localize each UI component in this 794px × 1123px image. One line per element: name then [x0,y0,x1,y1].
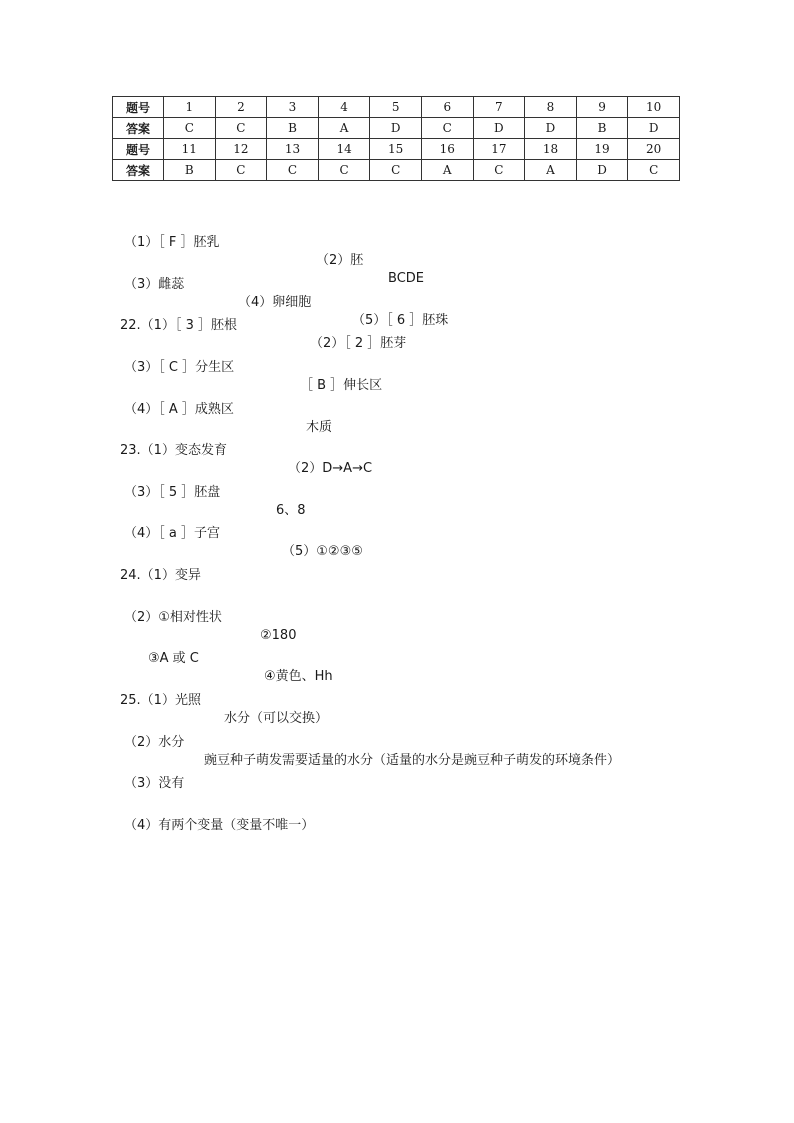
table-cell: D [473,118,525,139]
table-cell: C [628,160,680,181]
q21-part-1: （1）［ F ］胚乳 [124,235,220,250]
table-row [113,97,680,118]
q24-part-2b: ②180 [260,628,297,643]
row-label: 题号 [113,139,164,160]
table-cell: C [215,160,267,181]
table-cell: 11 [164,139,216,160]
q22-part-3: （3）［ C ］分生区 [124,360,235,375]
table-cell: 17 [473,139,525,160]
q25-line-3 [124,757,185,793]
row-label: 答案 [113,118,164,139]
table-cell: C [267,160,319,181]
table-cell: C [318,160,370,181]
q24-part-2a: （2）①相对性状 [124,610,222,625]
table-cell: 6 [421,97,473,118]
q23-part-2: （2）D→A→C [288,461,373,476]
q21-part-5: （5）［ 6 ］胚珠 [352,313,449,328]
table-cell: C [421,118,473,139]
q21-part-2-answer: BCDE [388,271,424,286]
table-cell: 5 [370,97,422,118]
table-cell: D [576,160,628,181]
q23-part-5: （5）①②③⑤ [282,544,363,559]
q22-part-4: （4）［ A ］成熟区 [124,402,234,417]
table-cell: C [473,160,525,181]
table-row [113,118,680,139]
table-row [113,160,680,181]
table-cell: B [164,160,216,181]
q21-part-3: （3）雌蕊 [124,277,185,292]
q25-part-1b: 水分（可以交换） [224,711,329,726]
table-cell: 8 [525,97,577,118]
q25-part-2b: 豌豆种子萌发需要适量的水分（适量的水分是豌豆种子萌发的环境条件） [204,753,621,768]
table-cell: 7 [473,97,525,118]
table-cell: D [370,118,422,139]
table-cell: C [215,118,267,139]
q24-part-2d: ④黄色、Hh [264,669,333,684]
q24-part-2c: ③A 或 C [148,651,199,666]
table-cell: 10 [628,97,680,118]
table-cell: 20 [628,139,680,160]
table-cell: 4 [318,97,370,118]
table-cell: D [525,118,577,139]
q25-part-1a: 25.（1）光照 [120,693,201,708]
table-cell: 2 [215,97,267,118]
table-cell: A [525,160,577,181]
q22-part-2: （2）［ 2 ］胚芽 [310,336,407,351]
table-cell: 13 [267,139,319,160]
table-cell: A [421,160,473,181]
q25-part-2a: （2）水分 [124,735,185,750]
table-cell: A [318,118,370,139]
table-row [113,139,680,160]
table-cell: 12 [215,139,267,160]
q24-line-2 [124,591,297,645]
q23-part-3: （3）［ 5 ］胚盘 [124,485,221,500]
q22-part-3b: ［ B ］伸长区 [300,378,383,393]
q22-part-4b: 木质 [306,420,333,435]
table-cell: 9 [576,97,628,118]
q23-part-4: （4）［ a ］子宫 [124,526,221,541]
table-cell: B [576,118,628,139]
table-cell: D [628,118,680,139]
q21-part-4: （4）卵细胞 [238,295,312,310]
table-cell: 19 [576,139,628,160]
answer-table [112,96,680,181]
table-cell: 1 [164,97,216,118]
q21-part-2: （2）胚 [316,253,364,268]
row-label: 答案 [113,160,164,181]
q25-part-4: （4）有两个变量（变量不唯一） [124,818,315,833]
q25-line-4 [124,799,315,835]
table-cell: C [370,160,422,181]
table-cell: C [164,118,216,139]
row-label: 题号 [113,97,164,118]
q25-part-3: （3）没有 [124,776,185,791]
q23-part-1: 23.（1）变态发育 [120,443,227,458]
table-cell: 15 [370,139,422,160]
table-cell: 3 [267,97,319,118]
q24-part-1: 24.（1）变异 [120,568,201,583]
q23-part-3b: 6、8 [276,503,306,518]
table-cell: 14 [318,139,370,160]
table-cell: B [267,118,319,139]
table-cell: 18 [525,139,577,160]
table-cell: 16 [421,139,473,160]
q22-part-1: 22.（1）［ 3 ］胚根 [120,318,237,333]
q24-line-1 [120,549,201,585]
